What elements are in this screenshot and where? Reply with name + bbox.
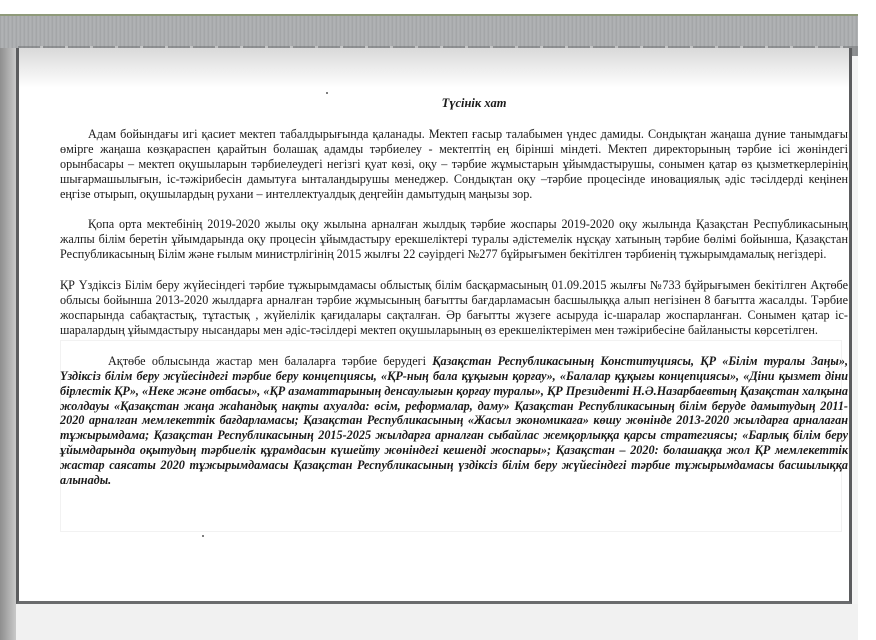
scan-left-edge xyxy=(0,48,16,640)
scan-bottom-margin xyxy=(16,604,858,640)
document-body xyxy=(60,96,848,488)
paragraph-concept: ҚР Үздіксіз Білім беру жүйесіндегі тәрбие тұжырымдамасы облыстық білім басқармасының 01.09.2015 жылғы №733 бұйрығымен бекітілген Ақтөбе облысы бойынша 2013-2020 жылдарға арналған тәрбие жұмысының бағытты бағдарламасын басшылыққа алып негізінен 8 бағытта жасалды. Тәрбие жоспарында сабақтастық, тұтастық , жүйелілік қағидалары сақталған. Әр бағытты жүзеге асыруда іс-шаралар жоспарланған. Сонымен қатар іс-шаралардың ұйымдастыру нысандары мен әдіс-тәсілдері мектеп оқушыларының өз ерекшеліктерімен мен тәжірибесіне байланысты көрсетілген. xyxy=(60,278,848,337)
document-title: Түсінік хат xyxy=(441,96,507,110)
paragraph-legal-basis xyxy=(60,354,848,488)
scan-top-margin xyxy=(0,0,876,14)
legal-basis-intro: Ақтөбе облысында жастар мен балаларға тәрбие берудегі xyxy=(108,353,433,368)
paragraph-annual-plan: Қопа орта мектебінің 2019-2020 жылы оқу жылына арналған жылдық тәрбие жоспары 2019-2020 оқу жылында Қазақстан Республикасының жалпы білім беретін ұйымдарында оқу процесін ұйымдастыру ерекшеліктері туралы әдістемелік нұсқау хатының тәрбие бөлімі бойынша, Қазақстан Республикасының Білім және ғылым министрлігінің 2015 жылғы 22 сәуірдегі №277 бұйрығымен бекітілген тәрбиенің тұжырымдамалық негіздері. xyxy=(60,217,848,262)
paragraph-intro: Адам бойындағы игі қасиет мектеп табалдырығында қаланады. Мектеп ғасыр талабымен үндес дамиды. Сондықтан жаңаша дүние танымдағы өмірге жаңаша көзқараспен қарайтын болашақ адамды тәрбиелеу - мектептің ең бірінші міндеті. Мектеп директорының тәрбие ісі жөніндегі орынбасары – мектеп оқушыларын тәрбиелеудегі негізгі қуат көзі, оқу – тәрбие жұмыстарын ұйымдастырушы, сонымен қатар өз қызметкерлерінің шығармашылығын, іс-тәжірибесін дамытуға ынталандырушы менеджер. Сондықтан оқу –тәрбие процесінде иновациялық әдіс тәсілдерді кеңінен еңгізе отырып, оқушылардың рухани – интеллектуалдық деңгейін дамытудың маңызы зор. xyxy=(60,126,848,201)
scan-right-margin xyxy=(858,14,876,640)
legal-basis-list: Қазақстан Республикасының Конституциясы, ҚР «Білім туралы Заңы», Үздіксіз білім беру жүйесіндегі тәрбие беру концепциясы, «ҚР-ның бала құқығын қорғау», «Балалар құқығы концепциясы», «Діни қызмет діни бірлестік ҚР», «Неке және отбасы», «ҚР азаматтарының денсаулығын қорғау туралы», ҚР Президенті Н.Ә.Назарбаевтың Қазақстан халқына жолдауы «Қазақстан жаңа жаһандық нақты ахуалда: өсім, реформалар, даму» Қазақстан Республикасының білім беруде дамытудың 2011-2020 арналған мемлекеттік бағдарламасы; Қазақстан Республикасының «Жасыл экономикаға» көшу жөнінде 2013-2020 жылдарға арналаған тұжырымдама; Қазақстан Республикасының 2015-2025 жылдарға арналған сыбайлас жемқорлыққа қарсы стратегиясы; «Барлық білім беру ұйымдарында оқытудың тәрбиелік құрамдасын күшейту жөніндегі кешенді жоспары»; Қазақстан – 2020: болашаққа жол ҚР мемлекеттік жастар саясаты 2020 тұжырымдамасы Қазақстан Республикасының үздіксіз білім беру жүйесіндегі тәрбие тұжырымдамасы басшылыққа алынады. xyxy=(60,353,848,488)
scan-speck xyxy=(326,92,328,94)
scan-speck xyxy=(202,535,204,537)
